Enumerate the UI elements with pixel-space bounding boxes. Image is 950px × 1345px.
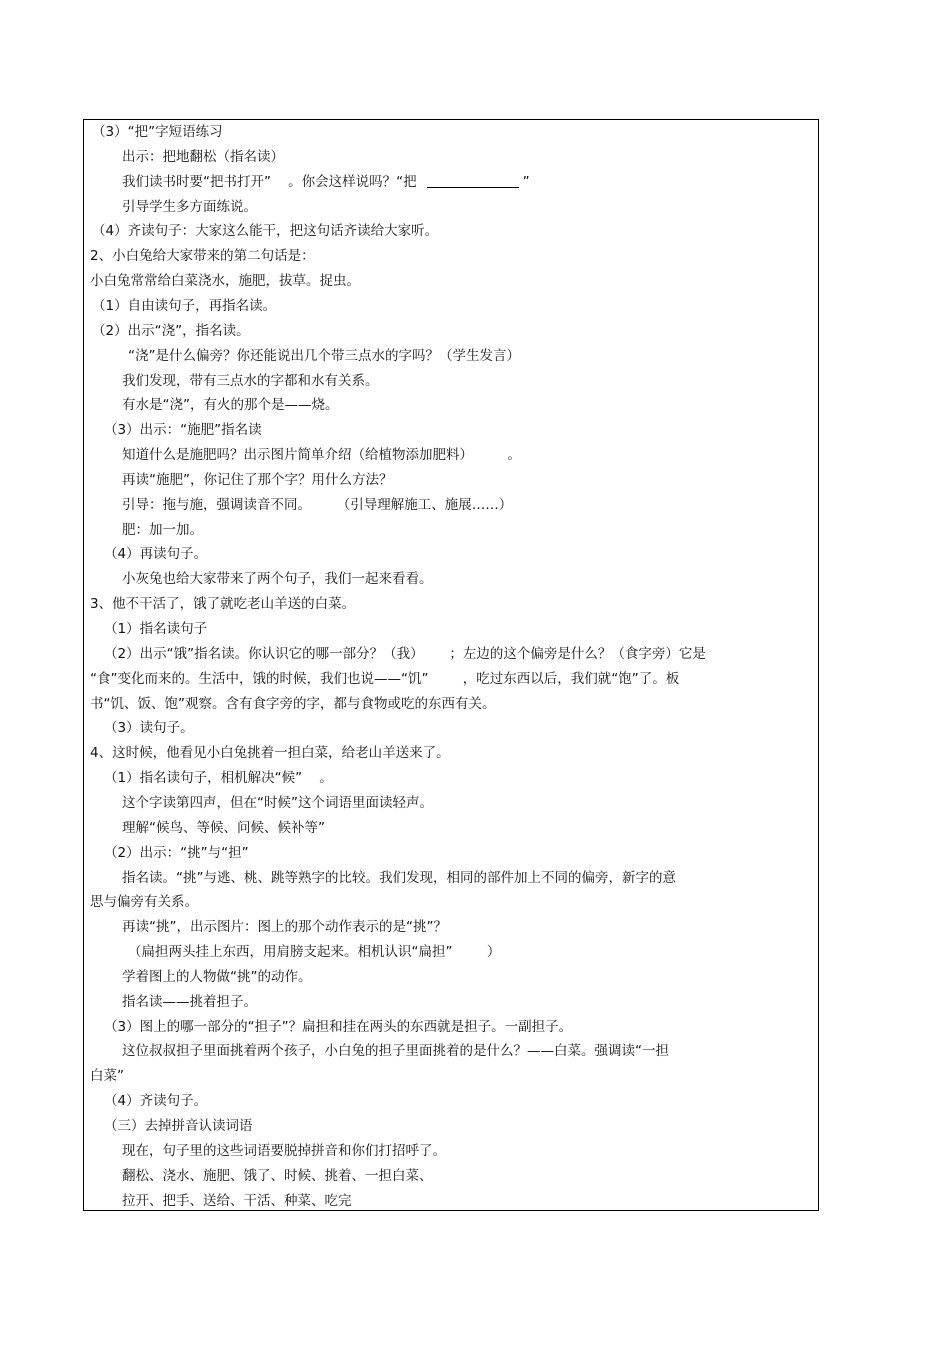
text-line [90,741,450,766]
line-text: 知道什么是施肥吗？出示图片简单介绍（给植物添加肥料） 。 [122,447,521,464]
text-line [104,716,194,741]
text-line [104,766,333,791]
line-text: 有水是“浇”，有火的那个是——烧。 [122,397,339,414]
text-line [122,518,203,543]
text-line [122,1189,352,1214]
text-line [90,667,679,692]
line-text: 小白兔常常给白菜浇水，施肥，拔草。捉虫。 [90,273,360,290]
text-line [90,269,360,294]
text-line [90,592,355,617]
text-line [92,319,250,344]
line-text: 引导学生多方面练说。 [122,198,257,215]
text-line [122,990,257,1015]
line-text: “浇”是什么偏旁？你还能说出几个带三点水的字吗？（学生发言） [128,347,520,364]
line-text: （3）“把”字短语练习 [92,124,223,140]
text-line [122,170,530,195]
line-text: 翻松、浇水、施肥、饿了、时候、挑着、一担白菜、 [122,1167,433,1184]
line-text: 这位叔叔担子里面挑着两个孩子，小白兔的担子里面挑着的是什么？——白菜。强调读“一担 [122,1043,669,1060]
line-text: 指名读。“挑”与逃、桃、跳等熟字的比较。我们发现，相同的部件加上不同的偏旁，新字的意 [122,869,676,886]
line-text: 再读“挑”，出示图片：图上的那个动作表示的是“挑”？ [122,919,447,936]
line-text: 白菜” [90,1068,124,1085]
line-text: 小灰兔也给大家带来了两个句子，我们一起来看看。 [122,571,433,588]
text-line [122,195,257,220]
text-line [122,1139,446,1164]
line-text: 现在，句子里的这些词语要脱掉拼音和你们打招呼了。 [122,1142,446,1159]
line-text: 2、小白兔给大家带来的第二句话是： [90,248,315,265]
text-line [122,145,284,170]
text-line [104,617,207,642]
text-line [90,890,198,915]
line-text: （3）图上的哪一部分的“担子”？扁担和挂在两头的东西就是担子。一副担子。 [104,1018,573,1035]
line-text: （3）读句子。 [104,720,194,737]
line-text: 我们读书时要“把书打开” 。你会这样说吗？“把 [122,173,417,190]
line-text: 拉开、把手、送给、干活、种菜、吃完 [122,1192,352,1209]
line-text: 再读“施肥”，你记住了那个字？用什么方法？ [122,471,393,488]
line-text: 我们发现，带有三点水的字都和水有关系。 [122,372,379,389]
line-text: （2）出示“浇”，指名读。 [92,322,250,339]
line-text: 思与偏旁有关系。 [90,894,198,911]
line-text: （3）出示：“施肥”指名读 [104,422,262,439]
line-text: 出示：把地翻松（指名读） [122,148,284,165]
text-line [104,418,262,443]
text-line [122,965,312,990]
text-line [122,493,512,518]
line-text: （4）再读句子。 [104,546,208,563]
text-line [104,1015,572,1040]
line-text: （4）齐读句子：大家这么能干，把这句话齐读给大家听。 [92,223,439,240]
line-text: 这个字读第四声，但在“时候”这个词语里面读轻声。 [122,794,433,811]
line-text: 指名读——挑着担子。 [122,993,257,1010]
text-line [92,120,223,145]
line-text: 4、这时候，他看见小白兔挑着一担白菜，给老山羊送来了。 [90,745,450,762]
text-line [104,1089,207,1114]
line-text: （2）出示：“挑”与“担” [104,844,249,861]
line-text: （4）齐读句子。 [104,1093,208,1110]
lesson-plan-box [83,119,819,1211]
text-line [122,1164,433,1189]
line-text: “食”变化而来的。生活中，饿的时候，我们也说——“饥” ，吃过东西以后，我们就“饱”了。板 [90,670,680,687]
line-text: 书“饥、饭、饱”观察。含有食字旁的字，都与食物或吃的东西有关。 [90,695,496,712]
text-line [122,866,676,891]
text-line [122,567,433,592]
text-line [128,940,500,965]
text-line [122,816,325,841]
text-line [122,393,339,418]
line-text: 学着图上的人物做“挑”的动作。 [122,968,312,985]
text-line [122,369,379,394]
line-text: （1）指名读句子 [104,621,208,637]
text-line [128,344,520,369]
text-line [122,443,521,468]
text-line [104,1114,253,1139]
line-text: （1）自由读句子，再指名读。 [92,297,277,314]
text-line [104,841,249,866]
text-line [122,915,447,940]
text-line [104,542,207,567]
text-line [104,642,706,667]
text-line [92,294,276,319]
text-line [92,219,438,244]
text-line [90,244,315,269]
line-text: 3、他不干活了，饿了就吃老山羊送的白菜。 [90,596,356,613]
line-tail: ” [522,173,530,190]
line-text: 理解“候鸟、等候、问候、候补等” [122,819,325,836]
text-line [90,1064,124,1089]
line-text: 肥：加一加。 [122,521,203,538]
line-text: （2）出示“饿”指名读。你认识它的哪一部分？（我） ；左边的这个偏旁是什么？（食字旁）它是 [104,645,706,662]
line-text: 引导：拖与施，强调读音不同。 （引导理解施工、施展……） [122,496,513,513]
line-text: （1）指名读句子，相机解决“候” 。 [104,770,333,787]
text-line [122,468,393,493]
text-line [122,1039,669,1064]
line-text: （三）去掉拼音认读词语 [104,1118,253,1134]
fill-in-blank [427,173,519,188]
line-text: （扁担两头挂上东西，用肩膀支起来。相机认识“扁担” ） [128,944,501,961]
text-line [90,692,496,717]
text-line [122,791,433,816]
